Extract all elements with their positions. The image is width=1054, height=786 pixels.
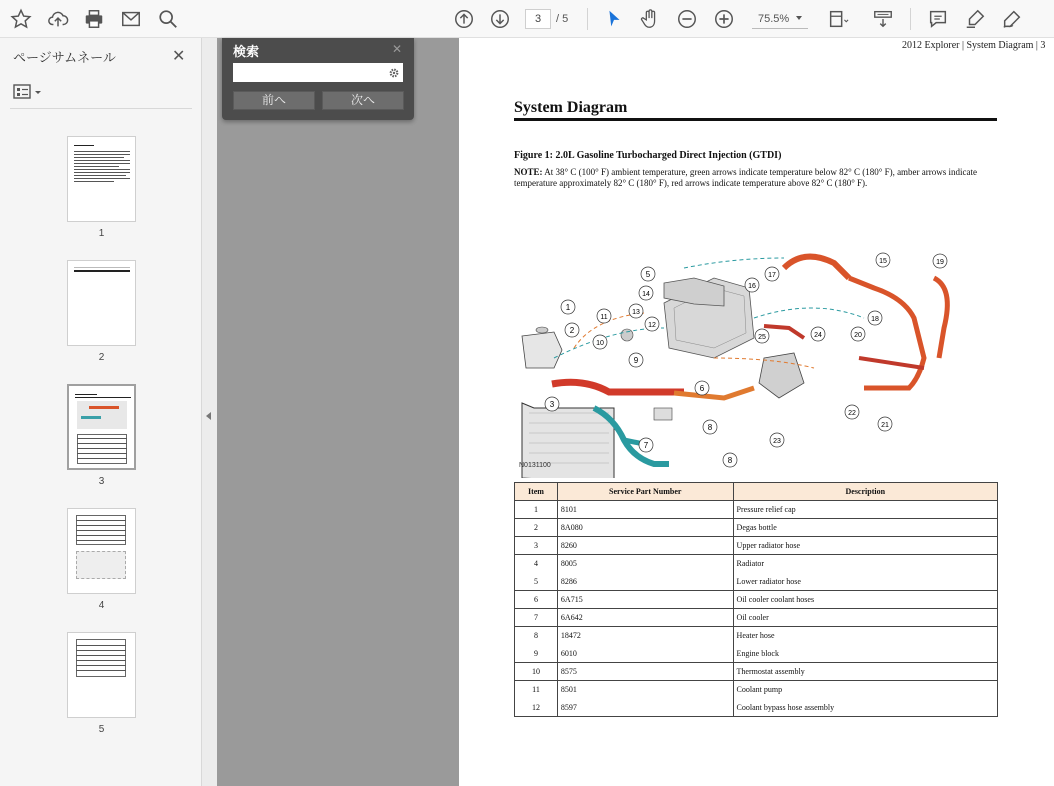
callout-12 (645, 317, 659, 331)
cell-description: Oil cooler (733, 609, 997, 627)
thumbnail-label: 3 (98, 476, 105, 487)
cell-description: Thermostat assembly (733, 663, 997, 681)
close-icon[interactable]: ✕ (392, 42, 403, 56)
next-result-button[interactable]: 次へ (322, 91, 404, 110)
thumbnail-panel (0, 38, 202, 786)
callout-22 (845, 405, 859, 419)
svg-text:16: 16 (748, 283, 756, 290)
cell-description: Coolant bypass hose assembly (733, 699, 997, 717)
select-cursor-icon[interactable] (602, 7, 626, 31)
note-paragraph (514, 167, 994, 189)
column-header-item: Item (515, 483, 558, 501)
star-icon[interactable] (9, 7, 33, 31)
cell-description: Upper radiator hose (733, 537, 997, 555)
search-title: 検索 (233, 44, 260, 59)
svg-text:21: 21 (881, 422, 889, 429)
svg-text:22: 22 (848, 410, 856, 417)
svg-text:8: 8 (707, 423, 713, 432)
title-rule (514, 118, 997, 121)
svg-text:9: 9 (633, 356, 639, 365)
cell-item: 12 (515, 699, 558, 717)
table-row (515, 501, 998, 519)
toolbar-divider (910, 8, 911, 30)
svg-text:24: 24 (814, 332, 822, 339)
cell-part: 8101 (557, 501, 733, 519)
callout-24 (811, 327, 825, 341)
column-header-part: Service Part Number (557, 483, 733, 501)
page-title: System Diagram (514, 99, 628, 116)
svg-text:15: 15 (879, 258, 887, 265)
page-thumbnail[interactable] (67, 632, 136, 718)
table-row (515, 681, 998, 699)
callout-11 (597, 309, 611, 323)
callout-2 (565, 323, 579, 337)
cell-part: 18472 (557, 627, 733, 645)
cell-part: 8260 (557, 537, 733, 555)
table-row (515, 663, 998, 681)
close-icon[interactable]: ✕ (172, 48, 186, 65)
callout-20 (851, 327, 865, 341)
comment-icon[interactable] (926, 7, 950, 31)
cell-description: Radiator (733, 555, 997, 573)
gear-icon[interactable] (388, 66, 400, 78)
cell-item: 10 (515, 663, 558, 681)
fit-page-icon[interactable] (826, 7, 850, 31)
callout-9 (629, 353, 643, 367)
cell-item: 1 (515, 501, 558, 519)
zoom-select[interactable]: 75.5% (752, 9, 808, 29)
thumbnail-options-button[interactable] (13, 83, 43, 101)
zoom-search-icon[interactable] (156, 7, 180, 31)
cell-description: Degas bottle (733, 519, 997, 537)
cell-description: Coolant pump (733, 681, 997, 699)
cell-part: 6A715 (557, 591, 733, 609)
upload-icon[interactable] (46, 7, 70, 31)
svg-text:23: 23 (773, 438, 781, 445)
cell-item: 8 (515, 627, 558, 645)
svg-text:19: 19 (936, 259, 944, 266)
cell-part: 8005 (557, 555, 733, 573)
svg-text:3: 3 (549, 400, 555, 409)
cell-part: 6A642 (557, 609, 733, 627)
cell-part: 8A080 (557, 519, 733, 537)
svg-text:13: 13 (632, 309, 640, 316)
cell-description: Oil cooler coolant hoses (733, 591, 997, 609)
svg-text:17: 17 (768, 272, 776, 279)
hand-icon[interactable] (638, 7, 662, 31)
callout-25 (755, 329, 769, 343)
svg-text:2: 2 (569, 326, 575, 335)
table-header-row (515, 483, 998, 501)
cell-part: 6010 (557, 645, 733, 663)
document-canvas (217, 38, 459, 786)
cell-description: Engine block (733, 645, 997, 663)
callout-13 (629, 304, 643, 318)
table-row (515, 519, 998, 537)
print-icon[interactable] (82, 7, 106, 31)
chevron-down-icon[interactable] (796, 16, 802, 20)
search-popup (222, 38, 414, 120)
cell-item: 7 (515, 609, 558, 627)
running-header: 2012 Explorer | System Diagram | 3 (902, 40, 1046, 51)
sign-icon[interactable] (1000, 7, 1024, 31)
thumbnail-label: 4 (98, 600, 105, 611)
table-row (515, 699, 998, 717)
callout-5 (641, 267, 655, 281)
parts-table (514, 482, 998, 717)
svg-text:8: 8 (727, 456, 733, 465)
column-header-description: Description (733, 483, 997, 501)
callout-10 (593, 335, 607, 349)
panel-divider (10, 108, 192, 109)
table-row (515, 627, 998, 645)
pdf-page (459, 38, 1054, 786)
callout-19 (933, 254, 947, 268)
callout-16 (745, 278, 759, 292)
zoom-out-icon[interactable] (675, 7, 699, 31)
table-row (515, 609, 998, 627)
cell-part: 8575 (557, 663, 733, 681)
callout-18 (868, 311, 882, 325)
page-total: / 5 (556, 13, 569, 25)
cell-description: Heater hose (733, 627, 997, 645)
callout-8 (723, 453, 737, 467)
cell-part: 8501 (557, 681, 733, 699)
table-row (515, 537, 998, 555)
cell-part: 8597 (557, 699, 733, 717)
svg-text:7: 7 (643, 441, 649, 450)
cell-item: 11 (515, 681, 558, 699)
cell-item: 6 (515, 591, 558, 609)
page-down-icon[interactable] (488, 7, 512, 31)
callout-1 (561, 300, 575, 314)
callout-6 (695, 381, 709, 395)
thumbnail-panel-title: ページサムネール (13, 50, 116, 65)
cell-item: 9 (515, 645, 558, 663)
cooling-system-diagram (514, 208, 994, 478)
page-number-input[interactable]: 3 (525, 9, 551, 29)
svg-text:20: 20 (854, 332, 862, 339)
svg-text:6: 6 (699, 384, 705, 393)
note-text: At 38° C (100° F) ambient temperature, green arrows indicate temperature below 82° C (180° F), amber arrows indicate temperature approximately 82° C (180° F), red arrows indicate temperature above 82° C (180° F). (514, 167, 978, 188)
zoom-in-icon[interactable] (712, 7, 736, 31)
cell-item: 2 (515, 519, 558, 537)
svg-text:25: 25 (758, 334, 766, 341)
callout-3 (545, 397, 559, 411)
highlight-icon[interactable] (963, 7, 987, 31)
page-thumbnail-current[interactable] (67, 384, 136, 470)
page-thumbnail[interactable] (67, 508, 136, 594)
note-label: NOTE: (514, 167, 543, 177)
cell-description: Lower radiator hose (733, 573, 997, 591)
callout-7 (639, 438, 653, 452)
svg-text:14: 14 (642, 291, 650, 298)
search-input[interactable] (233, 63, 403, 82)
svg-text:10: 10 (596, 340, 604, 347)
collapse-panel-icon[interactable] (206, 412, 211, 420)
scroll-mode-icon[interactable] (871, 7, 895, 31)
page-up-icon[interactable] (452, 7, 476, 31)
diagram-id: N0131100 (519, 462, 551, 469)
figure-title: Figure 1: 2.0L Gasoline Turbocharged Direct Injection (GTDI) (514, 150, 782, 161)
svg-text:11: 11 (600, 314, 608, 321)
thumbnail-label: 2 (98, 352, 105, 363)
cell-item: 3 (515, 537, 558, 555)
callout-21 (878, 417, 892, 431)
callout-14 (639, 286, 653, 300)
callout-15 (876, 253, 890, 267)
thumbnail-label: 1 (98, 228, 105, 239)
thumbnail-label: 5 (98, 724, 105, 735)
cell-item: 5 (515, 573, 558, 591)
toolbar-divider (587, 8, 588, 30)
svg-text:1: 1 (565, 303, 571, 312)
previous-result-button[interactable]: 前へ (233, 91, 315, 110)
table-row (515, 573, 998, 591)
mail-icon[interactable] (119, 7, 143, 31)
svg-text:12: 12 (648, 322, 656, 329)
cell-item: 4 (515, 555, 558, 573)
callout-17 (765, 267, 779, 281)
svg-text:5: 5 (645, 270, 651, 279)
table-row (515, 645, 998, 663)
svg-text:18: 18 (871, 316, 879, 323)
cell-description: Pressure relief cap (733, 501, 997, 519)
callout-23 (770, 433, 784, 447)
table-row (515, 591, 998, 609)
page-thumbnail[interactable] (67, 136, 136, 222)
table-row (515, 555, 998, 573)
toolbar (0, 0, 1054, 38)
page-thumbnail[interactable] (67, 260, 136, 346)
cell-part: 8286 (557, 573, 733, 591)
callout-8 (703, 420, 717, 434)
